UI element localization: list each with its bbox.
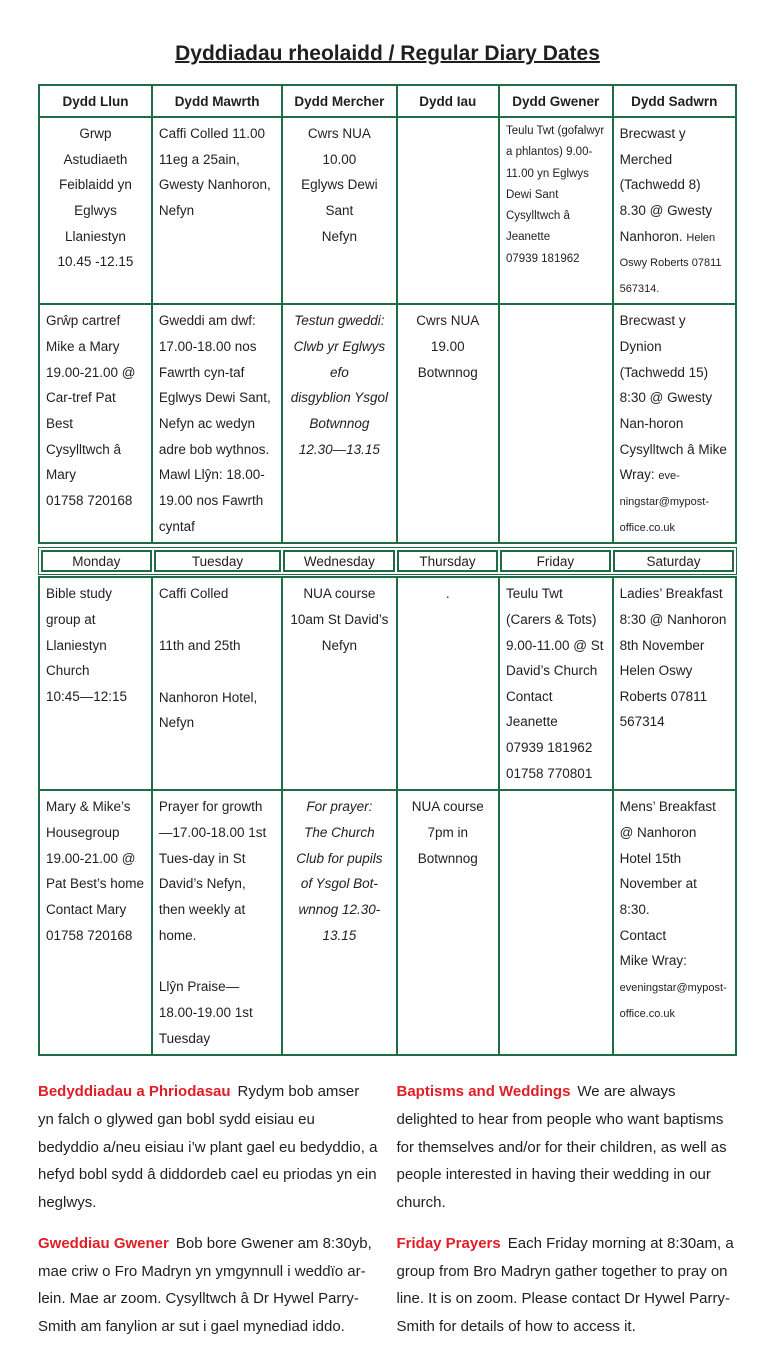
cell-text: Wray: [619,467,659,483]
cell-text: 19.00 Botwnnog [417,339,478,380]
note-body: Bob bore Gwener am 8:30yb, mae criw o Fro Madryn yn ymgynnull i weddïo ar-lein. Mae ar zoom. Cysylltwch â Dr Hywel Parry-Smith am fanylion ar sut i gael mynediad iddo. [38,1234,372,1336]
header-friday: Friday [500,550,611,572]
diary-cell [499,790,613,1055]
welsh-header-row [39,85,736,117]
cell-text: Gweddi am dwf: 17.00-18.00 nos Fawrth cyn-taf Eglwys Dewi Sant, Nefyn ac wedyn adre bob wythnos. [158,313,271,457]
diary-cell [152,790,282,1055]
note-heading: Friday Prayers [396,1234,501,1252]
cell-text: Testun gweddi: [294,313,385,329]
cell-text: NUA course [411,799,484,815]
cell-text: Grŵp cartref Mike a Mary [46,313,121,355]
cell-text: Teulu Twt (Carers & Tots) 9.00-11.00 @ St David’s Church [505,586,604,679]
cell-text: Nefyn [321,637,358,653]
welsh-table-body [39,117,736,543]
cell-text: Llŷn Praise—18.00-19.00 1st Tuesday [158,979,253,1046]
diary-cell [397,304,499,543]
diary-cell [397,577,499,790]
cell-text: Mike Wray: [619,953,687,969]
diary-cell [39,790,152,1055]
cell-text: 10:45—12:15 [46,688,128,704]
cell-text: Feiblaidd yn Eglwys [59,177,132,218]
diary-cell [282,577,396,790]
cell-text: Mary & Mike’s Housegroup [46,799,131,841]
cell-text: Grwp Astudiaeth [63,126,128,167]
welsh-diary-table [38,84,737,544]
note-heading: Bedyddiadau a Phriodasau [38,1083,231,1101]
cell-text: Caffi Colled 11.00 11eg a 25ain, Gwesty Nanhoron, Nefyn [158,126,271,218]
note-paragraph [397,1078,738,1217]
cell-text: 10.45 -12.15 [57,254,134,270]
diary-cell [39,304,152,543]
cell-text: Mawl Llŷn: 18.00-19.00 nos Fawrth cyntaf [158,467,265,534]
cell-text: Caffi Colled [158,586,229,602]
cell-text: Cwrs NUA [307,126,371,141]
cell-text: 01758 720168 [46,927,133,943]
note-body: Each Friday morning at 8:30am, a group from Bro Madryn gather together to pray on line. It is on zoom. Please contact Dr Hywel Parry-Smith for details of how to access it. [396,1234,734,1336]
cell-text: eve-ningstar@mypost-office.co.uk [619,470,710,534]
diary-cell [613,117,736,304]
table-row [39,577,736,790]
cell-text: Brecwast y Dynion (Tachwedd 15) [619,313,709,380]
cell-text: 19.00-21.00 @ Car-tref Pat Best [46,364,136,432]
cell-text: eveningstar@mypost-office.co.uk [619,981,727,1020]
cell-text: Nefyn [321,228,358,244]
header-dydd-mawrth: Dydd Mawrth [152,85,282,117]
diary-cell [613,790,736,1055]
cell-text: 7pm in Botwnnog [417,825,478,866]
cell-text: Prayer for growth—17.00-18.00 1st Tues-day in St David’s Nefyn, then weekly at home. [158,799,267,943]
cell-text: Llaniestyn [65,228,126,244]
english-table-body [39,577,736,1055]
cell-text: For prayer: [306,799,373,815]
table-row [39,304,736,543]
cell-text: 12.30—13.15 [298,441,380,457]
diary-cell [282,117,396,304]
diary-cell [152,304,282,543]
header-dydd-llun: Dydd Llun [39,85,152,117]
note-heading: Baptisms and Weddings [396,1083,571,1101]
cell-text: Contact [619,927,667,943]
note-body: Rydym bob amser yn falch o glywed gan bobl sydd eisiau eu bedyddio a/neu eisiau i’w plant gael eu bedyddio, a hefyd bobl sydd â diddordeb cael eu priodas yn ein heglwys. [38,1083,378,1212]
cell-text: Cysylltwch â [505,210,570,223]
cell-text: 10.00 [322,151,357,167]
notes-section [38,1078,737,1354]
cell-text: Contact Mary [46,901,127,917]
diary-cell [152,117,282,304]
cell-text: Eglyws Dewi Sant [301,177,378,218]
notes-right-column [397,1078,738,1354]
diary-cell [39,577,152,790]
cell-text: Botwnnog [309,416,370,432]
english-header-row [41,550,734,572]
diary-cell [613,304,736,543]
cell-text: Bible study group at Llaniestyn Church [46,586,113,679]
diary-cell [152,577,282,790]
header-dydd-gwener: Dydd Gwener [499,85,613,117]
cell-text: disgyblion Ysgol [290,390,389,406]
notes-left-column [38,1078,379,1354]
header-tuesday: Tuesday [154,550,282,572]
cell-text: Cysylltwch â Mary [46,441,122,483]
note-body: We are always delighted to hear from people who want baptisms for themselves and/or for their children, as well as people interested in having their wedding in our church. [396,1083,727,1212]
cell-text: Brecwast y Merched (Tachwedd 8) 8.30 @ Gwesty Nanhoron. [619,126,713,244]
cell-text: Helen Oswy Roberts 07811 567314. [619,231,722,295]
note-paragraph [397,1230,738,1341]
header-dydd-iau: Dydd Iau [397,85,499,117]
diary-cell [613,577,736,790]
note-paragraph [38,1230,379,1341]
cell-text: 19.00-21.00 @ Pat Best’s home [46,850,145,892]
cell-text: 01758 770801 [505,765,593,781]
cell-text: 07939 181962 [505,252,580,265]
note-paragraph [38,1078,379,1217]
cell-text: 01758 720168 [46,492,133,508]
table-row [39,117,736,304]
cell-text: The Church Club for pupils of Ysgol Bot-wnnog 12.30-13.15 [296,825,383,943]
note-heading: Gweddiau Gwener [38,1234,169,1252]
cell-text: Mens’ Breakfast @ Nanhoron Hotel 15th November at 8:30. [619,799,716,917]
diary-cell [282,790,396,1055]
header-dydd-mercher: Dydd Mercher [282,85,396,117]
english-diary-table [38,576,737,1056]
diary-cell [282,304,396,543]
cell-text: Cwrs NUA [416,313,480,329]
cell-text: Ladies’ Breakfast 8:30 @ Nanhoron 8th November Helen Oswy Roberts 07811 567314 [619,586,727,730]
diary-cell [397,790,499,1055]
cell-text: . [445,586,450,602]
cell-text: NUA course [303,586,376,602]
diary-cell [499,117,613,304]
cell-text: Nanhoron Hotel, Nefyn [158,689,258,731]
english-day-header-table [38,547,737,575]
header-monday: Monday [41,550,152,572]
header-thursday: Thursday [397,550,497,572]
cell-text: 11th and 25th [158,637,241,653]
header-dydd-sadwrn: Dydd Sadwrn [613,85,736,117]
cell-text: Clwb yr Eglwys efo [293,339,386,380]
cell-text: 8:30 @ Gwesty Nan-horon [619,390,713,432]
page-title: Dyddiadau rheolaidd / Regular Diary Dates [175,42,600,65]
cell-text: 07939 181962 [505,740,593,756]
cell-text: Cysylltwch â Mike [619,441,727,457]
diary-cell [499,577,613,790]
header-wednesday: Wednesday [283,550,395,572]
cell-text: Contact Jeanette [505,688,558,730]
cell-text: 10am St David’s [290,611,389,627]
diary-cell [499,304,613,543]
cell-text: Jeanette [505,231,551,244]
diary-cell [397,117,499,304]
table-row [39,790,736,1055]
cell-text: Teulu Twt (gofalwyr a phlantos) 9.00-11.00 yn Eglwys Dewi Sant [505,125,605,201]
diary-cell [39,117,152,304]
header-saturday: Saturday [613,550,734,572]
